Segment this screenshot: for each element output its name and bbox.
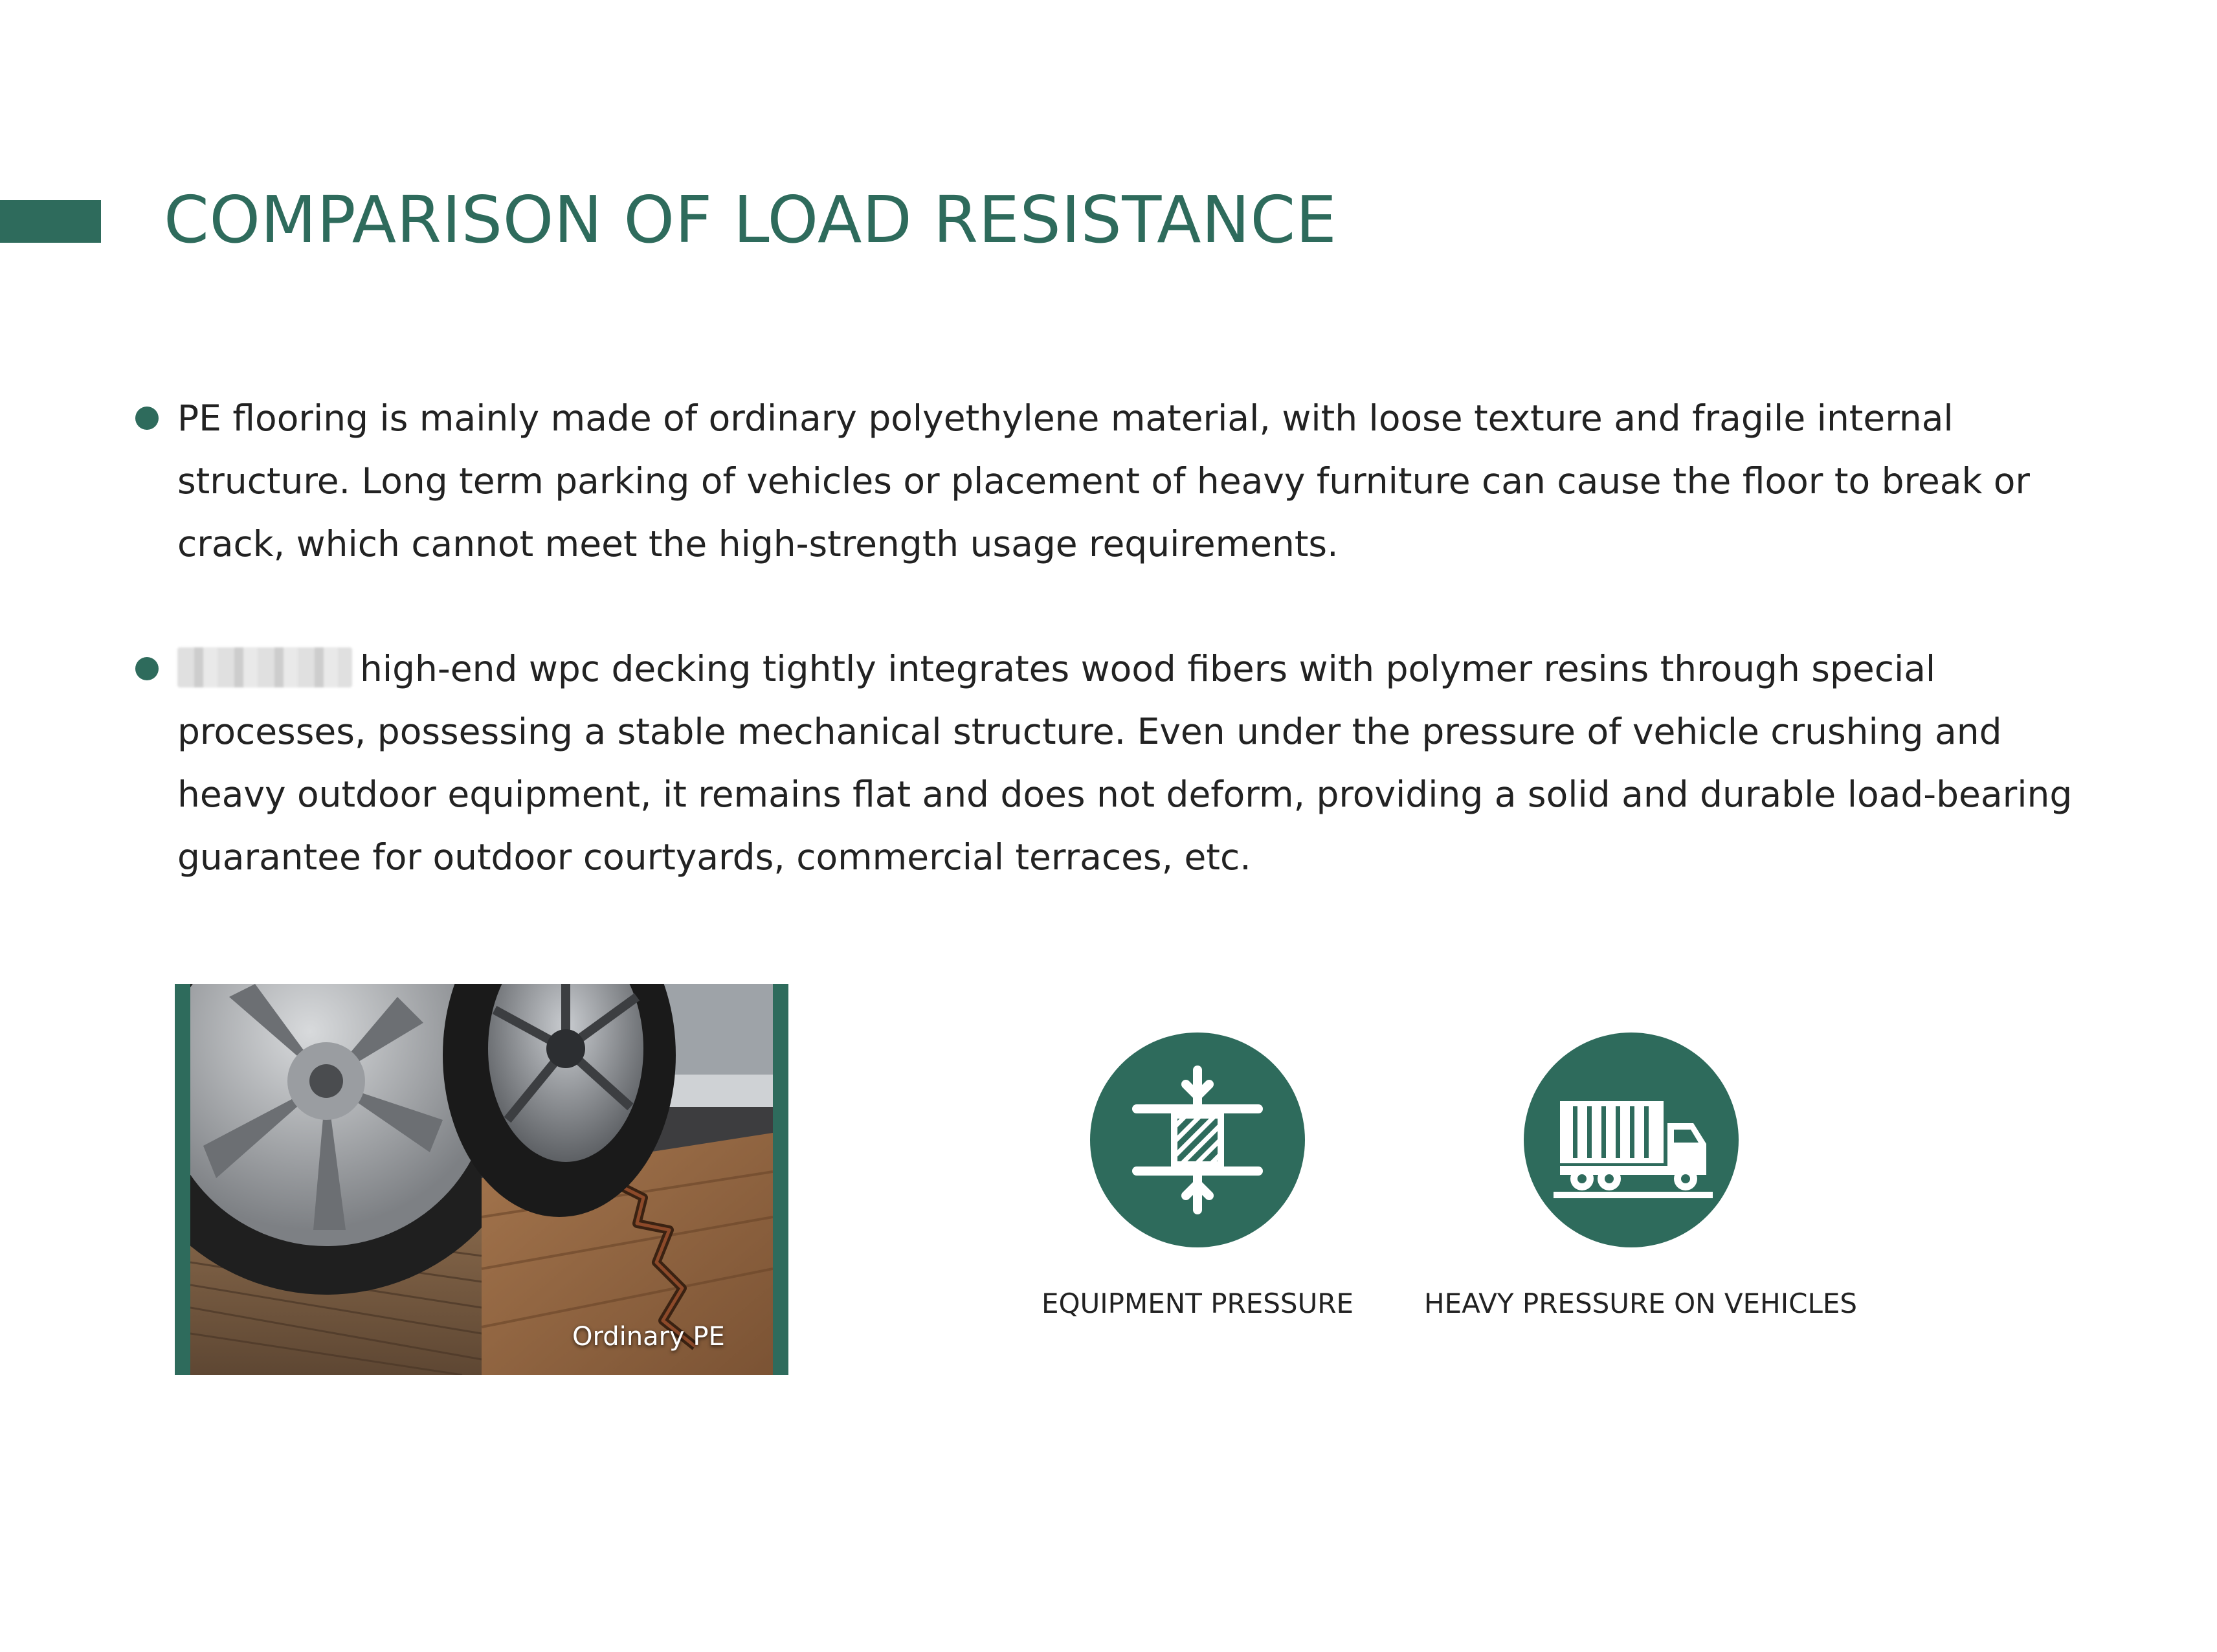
feature-label: HEAVY PRESSURE ON VEHICLES: [1424, 1288, 1858, 1319]
bullet-item-pe: [135, 387, 2110, 575]
photo-caption: Ordinary PE: [572, 1322, 725, 1352]
bullet-text: PE flooring is mainly made of ordinary polyethylene material, with loose texture and fragile internal structure. Long term parking of vehicles or placement of heavy furniture can cause the floor to break or crack, which cannot meet the high-strength usage requirements.: [177, 397, 2031, 564]
comparison-photo: [190, 984, 773, 1375]
feature-badge: [1524, 1032, 1739, 1247]
feature-heavy-vehicles: [1424, 1032, 1858, 1320]
page-title: COMPARISON OF LOAD RESISTANCE: [164, 182, 1337, 258]
title-accent-bar: [0, 200, 101, 243]
bullet-dot: [135, 657, 159, 680]
truck-icon: [1524, 1032, 1739, 1247]
bullet-text-wrapper: [177, 638, 2110, 889]
bullet-item-wpc: [135, 638, 2110, 889]
blurred-brand-name: [177, 647, 352, 687]
feature-label: EQUIPMENT PRESSURE: [1041, 1288, 1354, 1319]
bullet-dot: [135, 407, 159, 430]
tire-on-decking-illustration: [190, 984, 773, 1375]
feature-badge: [1090, 1032, 1305, 1247]
compression-icon: [1090, 1032, 1305, 1247]
comparison-photo-frame: [175, 984, 788, 1375]
feature-equipment-pressure: [1036, 1032, 1359, 1320]
bullet-text: high-end wpc decking tightly integrates wood fibers with polymer resins through special processes, possessing a stable mechanical structure. Even under the pressure of vehicle crushing and heavy outdoor equipment, it remains flat and does not deform, providing a solid and durable load-bearing guarantee for outdoor courtyards, commercial terraces, etc.: [177, 648, 2073, 878]
